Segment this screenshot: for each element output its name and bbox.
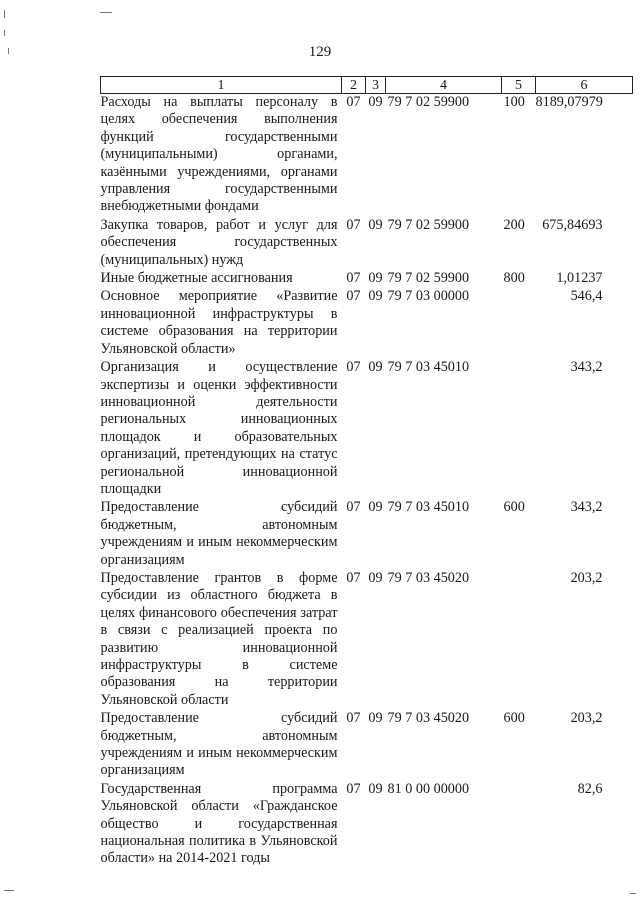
row-subsection: 09 <box>368 359 383 376</box>
col-header-1: 1 <box>101 77 342 94</box>
row-subsection: 09 <box>368 270 383 287</box>
row-section: 07 <box>346 569 361 586</box>
row-name: Государственная программа Ульяновской области «Гражданское общество и государственная национальная политика в Ульяновской области» на 2014-2021 годы <box>100 780 338 867</box>
row-amount: 82,6 <box>577 780 603 797</box>
row-name: Предоставление субсидий бюджетным, автономным учреждениям и иным некоммерческим организациям <box>100 499 338 568</box>
row-subsection: 09 <box>368 569 383 586</box>
table-row <box>101 710 633 781</box>
row-type <box>502 359 536 499</box>
col-header-5: 5 <box>502 77 536 94</box>
table-row <box>101 288 633 359</box>
col-header-4: 4 <box>386 77 502 94</box>
row-subsection: 09 <box>368 780 383 797</box>
table-row <box>101 570 633 710</box>
row-type: 600 <box>503 499 525 516</box>
scan-mark <box>4 10 5 18</box>
row-section: 07 <box>346 216 361 233</box>
scan-mark <box>4 30 5 36</box>
row-type: 600 <box>503 710 525 727</box>
page-number: 129 <box>308 44 332 60</box>
row-section: 07 <box>346 359 361 376</box>
row-section: 07 <box>346 94 361 110</box>
row-subsection: 09 <box>368 94 383 110</box>
row-name: Закупка товаров, работ и услуг для обеспечения государственных (муниципальных) нужд <box>100 216 338 268</box>
header-row <box>101 77 633 94</box>
row-name: Иные бюджетные ассигнования <box>100 270 293 287</box>
row-section: 07 <box>346 710 361 727</box>
row-code: 79 7 03 45020 <box>387 710 470 727</box>
row-section: 07 <box>346 288 361 305</box>
row-subsection: 09 <box>368 710 383 727</box>
col-header-6: 6 <box>536 77 633 94</box>
row-name: Основное мероприятие «Развитие инновационной инфраструктуры в системе образования на территории Ульяновской области» <box>100 288 338 357</box>
row-section: 07 <box>346 780 361 797</box>
row-name: Предоставление субсидий бюджетным, автономным учреждениям и иным некоммерческим организациям <box>100 710 338 779</box>
table-row <box>101 781 633 869</box>
row-type: 200 <box>503 216 525 233</box>
row-amount: 1,01237 <box>556 270 603 287</box>
row-name: Предоставление грантов в форме субсидии из областного бюджета в целях финансового обеспечения затрат в связи с реализацией проекта по развитию инновационной инфраструктуры в системе образования на территории Ульяновской области <box>100 569 338 708</box>
row-amount: 343,2 <box>570 499 603 516</box>
row-subsection: 09 <box>368 216 383 233</box>
row-code: 79 7 03 45010 <box>387 499 470 516</box>
row-type <box>502 781 536 869</box>
row-code: 79 7 02 59900 <box>387 94 470 110</box>
row-code: 79 7 03 00000 <box>387 288 470 305</box>
row-amount: 8189,07979 <box>535 94 603 110</box>
row-subsection: 09 <box>368 288 383 305</box>
row-code: 79 7 02 59900 <box>387 216 470 233</box>
table-row <box>101 217 633 270</box>
scan-mark <box>4 890 14 891</box>
scan-mark <box>100 12 112 13</box>
row-amount: 546,4 <box>570 288 603 305</box>
row-amount: 203,2 <box>570 569 603 586</box>
table-row <box>101 270 633 288</box>
row-code: 79 7 02 59900 <box>387 270 470 287</box>
table-row <box>101 94 633 217</box>
row-section: 07 <box>346 499 361 516</box>
row-type <box>502 288 536 359</box>
row-type: 100 <box>503 94 525 110</box>
row-code: 81 0 00 00000 <box>387 780 470 797</box>
row-amount: 675,84693 <box>542 216 603 233</box>
table-row <box>101 499 633 570</box>
table-row <box>101 359 633 499</box>
col-header-2: 2 <box>342 77 366 94</box>
row-amount: 203,2 <box>570 710 603 727</box>
col-header-3: 3 <box>366 77 386 94</box>
row-name: Расходы на выплаты персоналу в целях обеспечения выполнения функций государственными (муниципальными) органами, казёнными учреждениями, органами управления государственными внебюджетными фондами <box>100 94 338 215</box>
row-name: Организация и осуществление экспертизы и оценки эффективности инновационной деятельности региональных инновационных площадок и образовательных организаций, претендующих на статус региональной инновационной площадки <box>100 359 338 497</box>
budget-table <box>100 76 633 869</box>
scan-mark <box>630 893 636 894</box>
row-section: 07 <box>346 270 361 287</box>
row-code: 79 7 03 45010 <box>387 359 470 376</box>
row-subsection: 09 <box>368 499 383 516</box>
row-amount: 343,2 <box>570 359 603 376</box>
row-code: 79 7 03 45020 <box>387 569 470 586</box>
row-type <box>502 570 536 710</box>
row-type: 800 <box>503 270 525 287</box>
